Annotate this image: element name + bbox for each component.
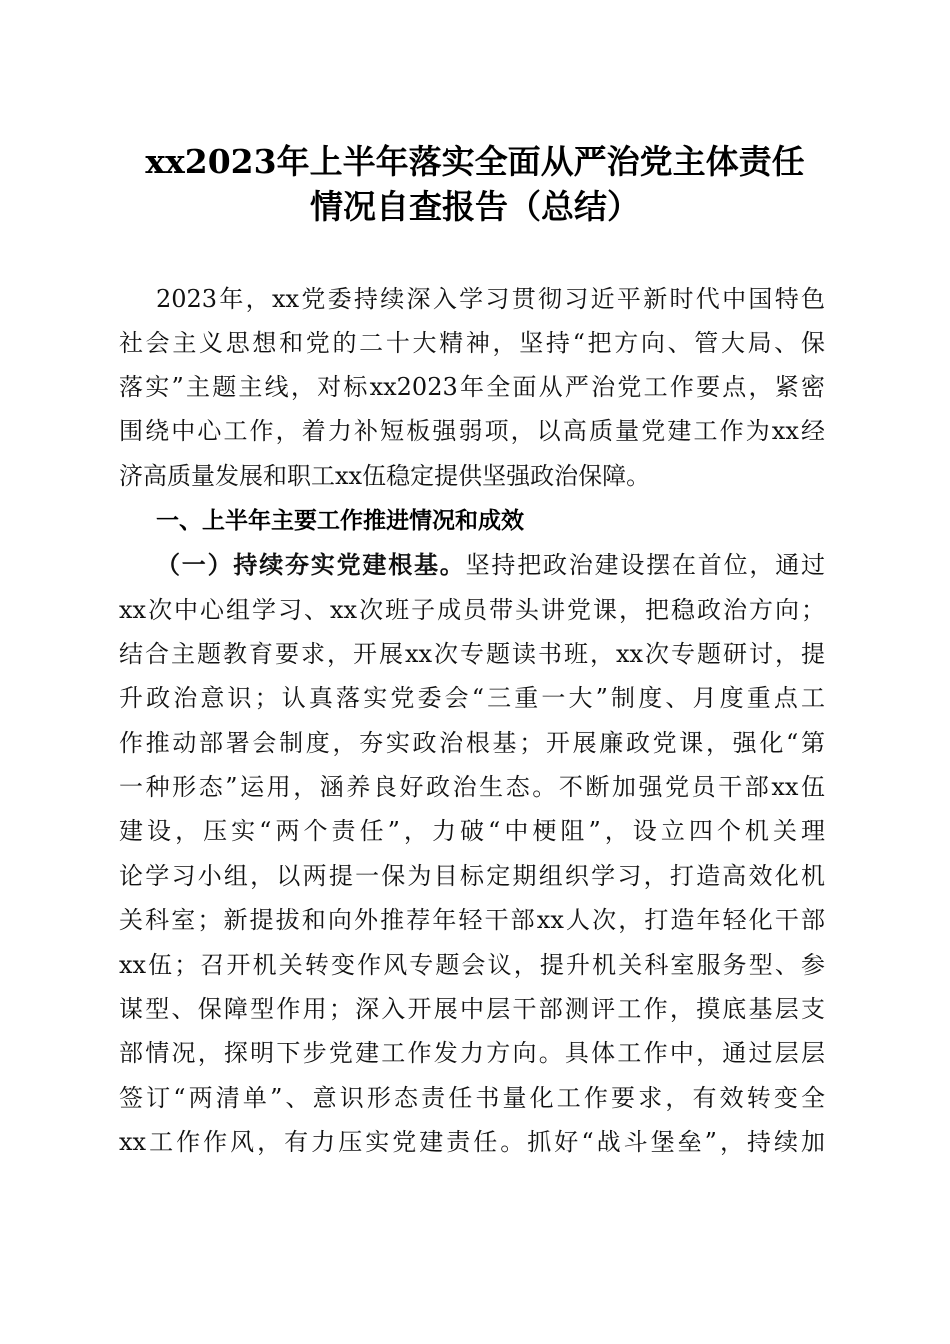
subsection-1-line: 结合主题教育要求，开展xx次专题读书班，xx次专题研讨，提 xyxy=(119,640,825,668)
document-title-line-2: 情况自查报告（总结） xyxy=(310,187,640,226)
intro-paragraph-line: 2023年，xx党委持续深入学习贯彻习近平新时代中国特色 xyxy=(156,285,825,313)
section-heading-1: 一、上半年主要工作推进情况和成效 xyxy=(156,508,524,534)
subsection-1-line: xx次中心组学习、xx次班子成员带头讲党课，把稳政治方向； xyxy=(119,596,825,624)
intro-paragraph-line: 落实”主题主线，对标xx2023年全面从严治党工作要点，紧密 xyxy=(119,373,825,401)
subsection-1-first-line xyxy=(156,544,825,586)
subsection-1-line: 建设，压实“两个责任”，力破“中梗阻”，设立四个机关理 xyxy=(119,817,825,845)
subsection-1-line: xx工作作风，有力压实党建责任。抓好“战斗堡垒”，持续加 xyxy=(119,1128,825,1156)
intro-paragraph-line: 济高质量发展和职工xx伍稳定提供坚强政治保障。 xyxy=(119,462,651,490)
intro-paragraph-line: 围绕中心工作，着力补短板强弱项，以高质量党建工作为xx经 xyxy=(119,417,825,445)
subsection-1-line: xx伍；召开机关转变作风专题会议，提升机关科室服务型、参 xyxy=(119,951,825,979)
subsection-1-line: 作推动部署会制度，夯实政治根基；开展廉政党课，强化“第 xyxy=(119,729,825,757)
subsection-1-line: 论学习小组，以两提一保为目标定期组织学习，打造高效化机 xyxy=(119,862,825,890)
subsection-1-title: （一）持续夯实党建根基。 xyxy=(156,551,466,579)
document-title-line-1: xx2023年上半年落实全面从严治党主体责任 xyxy=(145,142,805,181)
subsection-1-line: 一种形态”运用，涵养良好政治生态。不断加强党员干部xx伍 xyxy=(119,773,825,801)
intro-paragraph-line: 社会主义思想和党的二十大精神，坚持“把方向、管大局、保 xyxy=(119,329,825,357)
subsection-1-line: 谋型、保障型作用；深入开展中层干部测评工作，摸底基层支 xyxy=(119,995,825,1023)
subsection-1-line: 部情况，探明下步党建工作发力方向。具体工作中，通过层层 xyxy=(119,1039,825,1067)
subsection-1-line: 升政治意识；认真落实党委会“三重一大”制度、月度重点工 xyxy=(119,684,825,712)
subsection-1-line: 关科室；新提拔和向外推荐年轻干部xx人次，打造年轻化干部 xyxy=(119,906,825,934)
subsection-1-line: 签订“两清单”、意识形态责任书量化工作要求，有效转变全 xyxy=(119,1084,825,1112)
subsection-1-first-line-text: 坚持把政治建设摆在首位，通过 xyxy=(465,551,826,579)
